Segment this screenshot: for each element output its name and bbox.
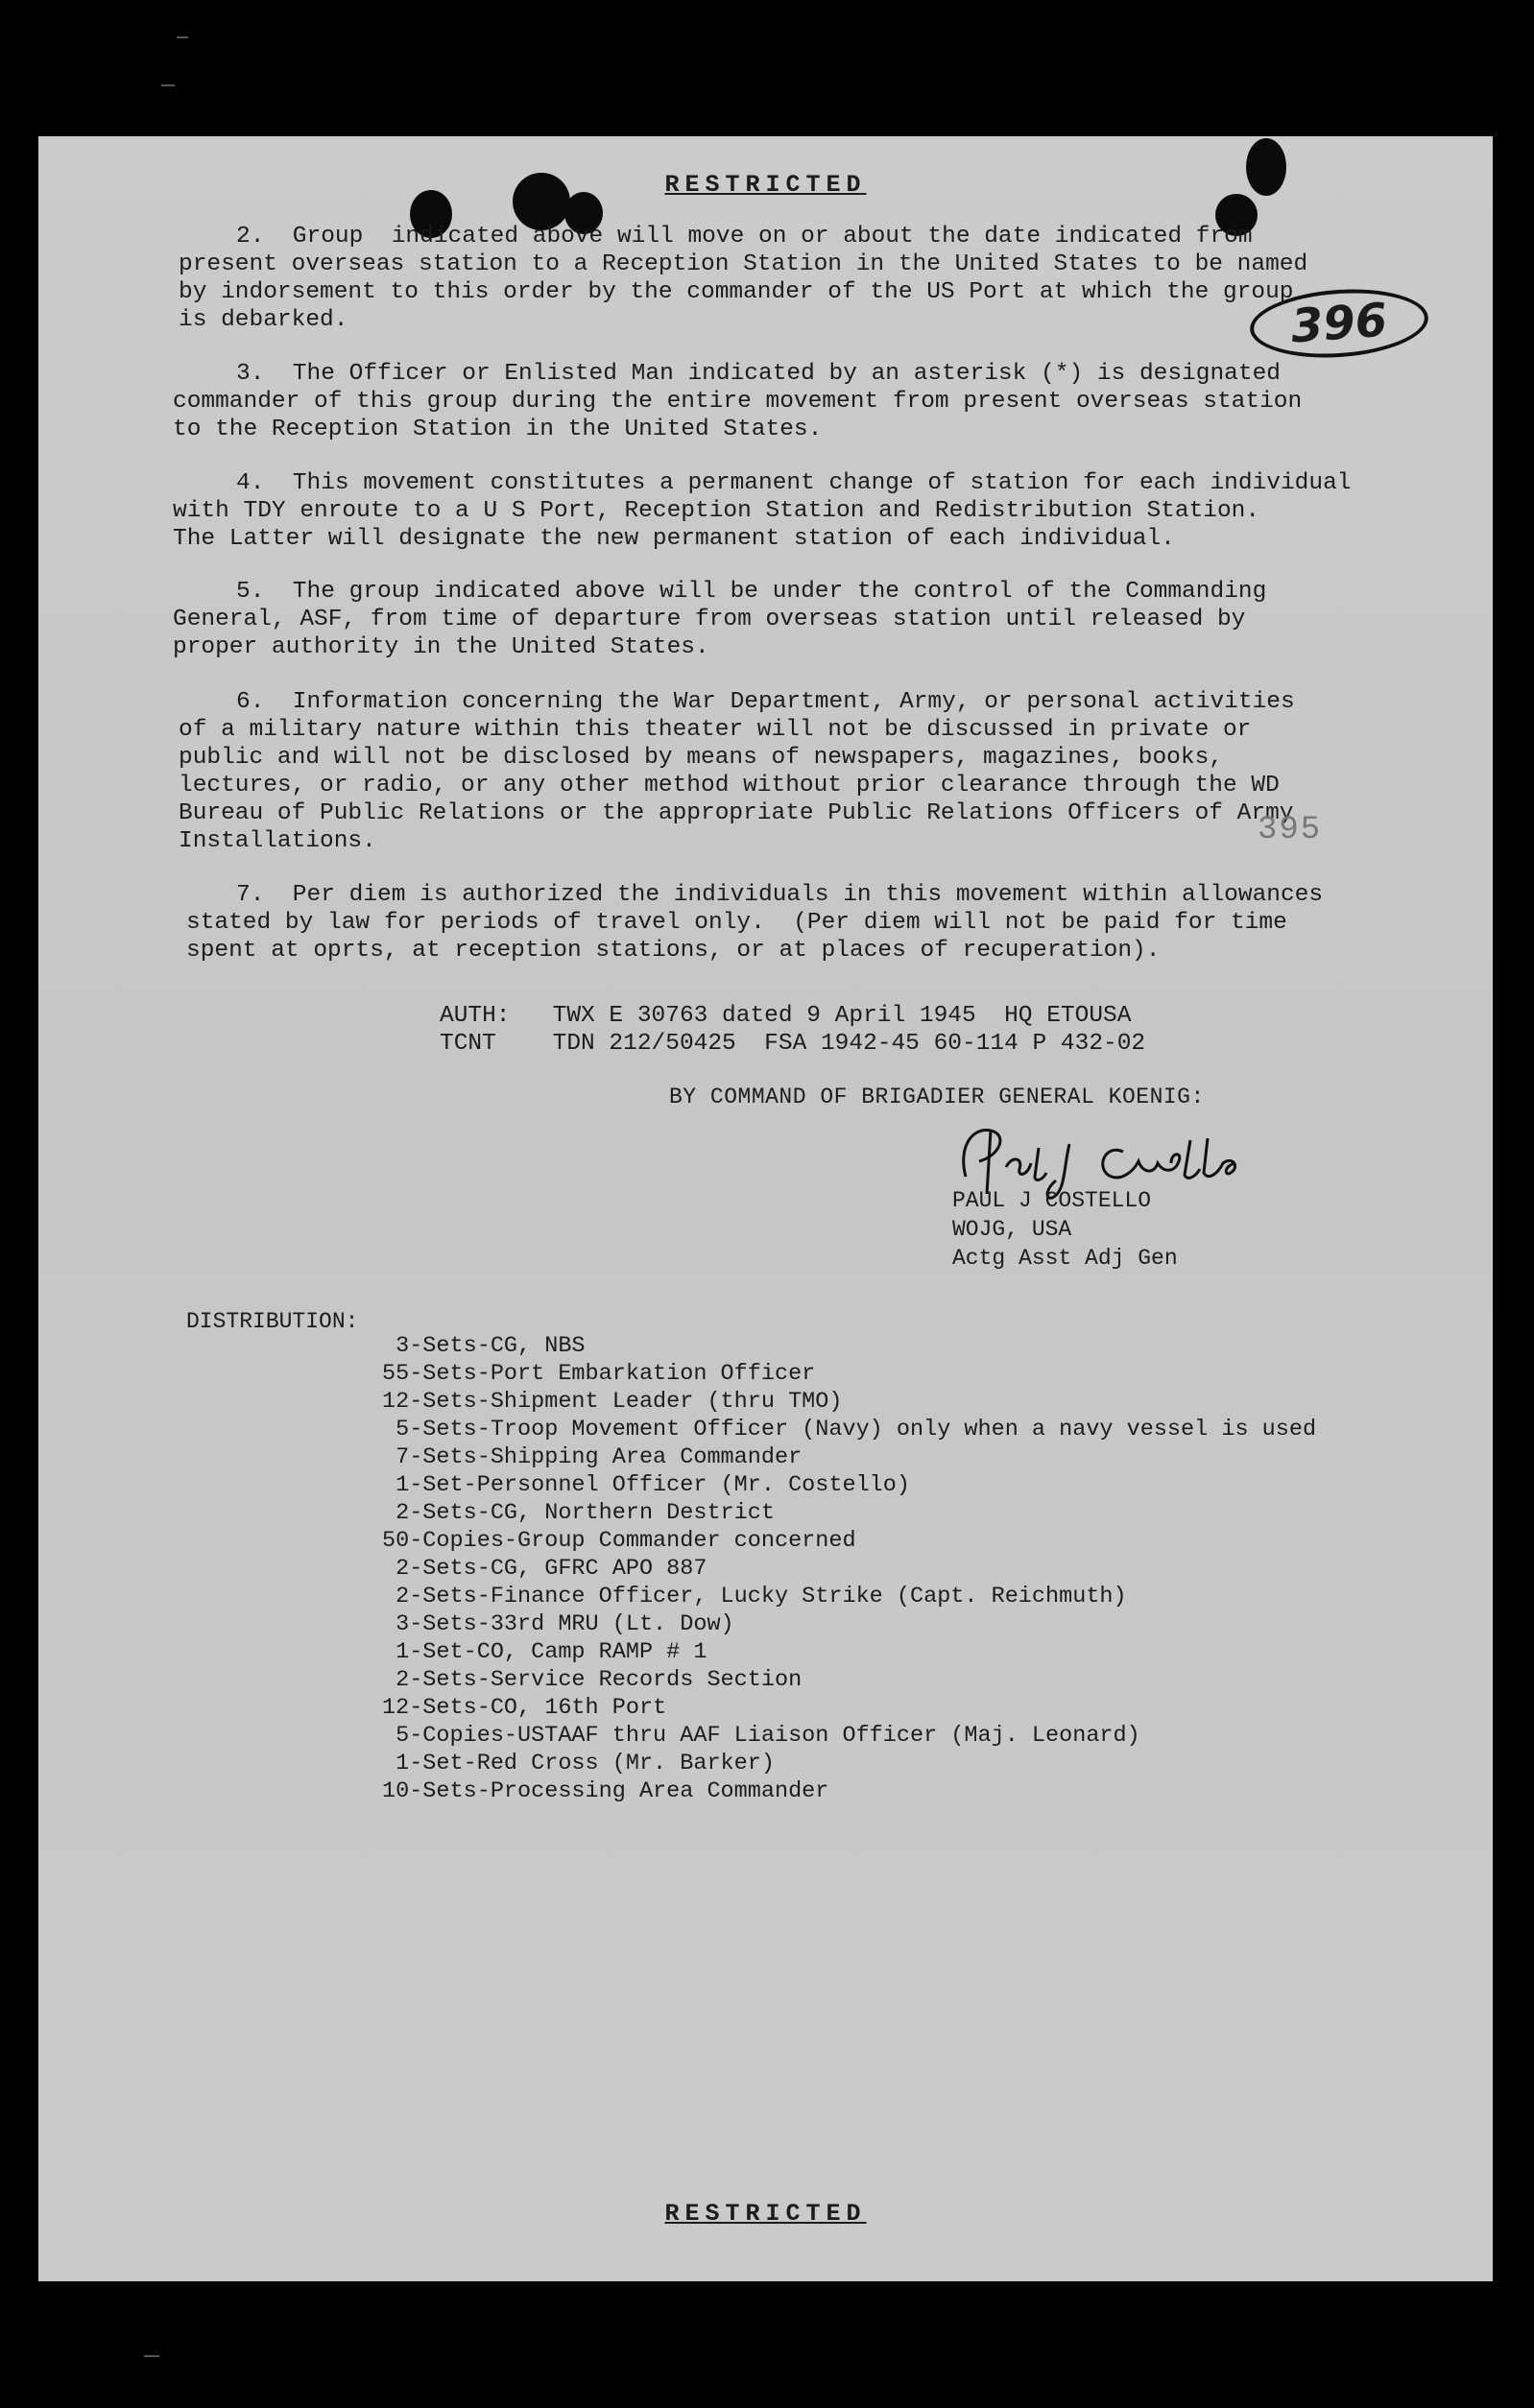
distribution-item: 55-Sets-Port Embarkation Officer bbox=[382, 1361, 816, 1387]
tcnt-label: TCNT bbox=[440, 1031, 496, 1057]
signature-block bbox=[952, 1186, 1178, 1273]
tcnt-row bbox=[440, 1030, 1145, 1058]
paragraph-3 bbox=[173, 360, 1450, 443]
auth-row bbox=[440, 1002, 1145, 1030]
paragraph-line: present overseas station to a Reception Station in the United States to be named bbox=[179, 251, 1308, 277]
paragraph-line: 5. The group indicated above will be under the control of the Commanding bbox=[236, 579, 1267, 605]
distribution-item: 3-Sets-33rd MRU (Lt. Dow) bbox=[382, 1611, 734, 1637]
paragraph-line: public and will not be disclosed by means of newspapers, magazines, books, bbox=[179, 745, 1223, 771]
film-mark bbox=[161, 84, 175, 86]
paragraph-line: stated by law for periods of travel only. (Per diem will not be paid for time bbox=[186, 910, 1287, 936]
signer-rank: WOJG, USA bbox=[952, 1217, 1072, 1242]
paragraph-line: 2. Group indicated above will move on or about the date indicated from bbox=[236, 224, 1253, 250]
film-mark bbox=[144, 2355, 159, 2357]
distribution-item: 2-Sets-Finance Officer, Lucky Strike (Capt. Reichmuth) bbox=[382, 1584, 1127, 1609]
distribution-item: 5-Sets-Troop Movement Officer (Navy) only when a navy vessel is used bbox=[382, 1417, 1317, 1442]
paragraph-line: 3. The Officer or Enlisted Man indicated by an asterisk (*) is designated bbox=[236, 361, 1281, 387]
paragraph-line: spent at oprts, at reception stations, or at places of recuperation). bbox=[186, 938, 1161, 964]
distribution-item: 2-Sets-CG, Northern Destrict bbox=[382, 1500, 775, 1526]
distribution-item: 10-Sets-Processing Area Commander bbox=[382, 1778, 829, 1804]
paragraph-line: with TDY enroute to a U S Port, Reception Station and Redistribution Station. bbox=[173, 498, 1260, 524]
distribution-item: 2-Sets-CG, GFRC APO 887 bbox=[382, 1556, 707, 1582]
paragraph-7 bbox=[186, 881, 1463, 965]
distribution-item: 5-Copies-USTAAF thru AAF Liaison Officer (Maj. Leonard) bbox=[382, 1723, 1140, 1749]
auth-value: TWX E 30763 dated 9 April 1945 HQ ETOUSA bbox=[552, 1003, 1132, 1029]
paragraph-line: Installations. bbox=[179, 828, 376, 854]
distribution-item: 7-Sets-Shipping Area Commander bbox=[382, 1444, 803, 1470]
paragraph-line: 7. Per diem is authorized the individuals in this movement within allowances bbox=[236, 882, 1324, 908]
paragraph-line: 4. This movement constitutes a permanent change of station for each individual bbox=[236, 470, 1352, 496]
paragraph-line: proper authority in the United States. bbox=[173, 634, 709, 660]
paragraph-line: commander of this group during the entire movement from present overseas station bbox=[173, 389, 1303, 415]
distribution-item: 3-Sets-CG, NBS bbox=[382, 1333, 586, 1359]
distribution-item: 12-Sets-CO, 16th Port bbox=[382, 1695, 667, 1721]
by-command-line: BY COMMAND OF BRIGADIER GENERAL KOENIG: bbox=[669, 1085, 1205, 1109]
distribution-item: 1-Set-Personnel Officer (Mr. Costello) bbox=[382, 1472, 910, 1498]
distribution-item: 1-Set-Red Cross (Mr. Barker) bbox=[382, 1751, 775, 1776]
signer-name: PAUL J COSTELLO bbox=[952, 1188, 1152, 1213]
paragraph-line: Bureau of Public Relations or the appropriate Public Relations Officers of Army bbox=[179, 800, 1294, 826]
auth-label: AUTH: bbox=[440, 1003, 511, 1029]
film-mark bbox=[177, 36, 188, 38]
paragraph-2 bbox=[179, 223, 1455, 334]
document-page bbox=[38, 136, 1493, 2281]
tcnt-value: TDN 212/50425 FSA 1942-45 60-114 P 432-02 bbox=[552, 1031, 1146, 1057]
page-number-stamp: 396 bbox=[1248, 284, 1430, 364]
paragraph-4 bbox=[173, 469, 1450, 553]
paragraph-line: General, ASF, from time of departure from overseas station until released by bbox=[173, 607, 1246, 632]
distribution-label: DISTRIBUTION: bbox=[186, 1309, 359, 1334]
distribution-item: 1-Set-CO, Camp RAMP # 1 bbox=[382, 1639, 707, 1665]
paragraph-line: by indorsement to this order by the commander of the US Port at which the group bbox=[179, 279, 1294, 305]
distribution-item: 2-Sets-Service Records Section bbox=[382, 1667, 803, 1693]
paragraph-line: is debarked. bbox=[179, 307, 348, 333]
restricted-header: RESTRICTED bbox=[664, 171, 867, 199]
ghost-stamp: 395 bbox=[1258, 812, 1323, 848]
signer-title: Actg Asst Adj Gen bbox=[952, 1246, 1178, 1271]
paragraph-line: The Latter will designate the new permanent station of each individual. bbox=[173, 526, 1175, 552]
paragraph-5 bbox=[173, 578, 1450, 661]
distribution-item: 50-Copies-Group Commander concerned bbox=[382, 1528, 856, 1554]
restricted-footer: RESTRICTED bbox=[664, 2200, 867, 2228]
paragraph-line: to the Reception Station in the United States. bbox=[173, 417, 823, 442]
paragraph-line: lectures, or radio, or any other method without prior clearance through the WD bbox=[179, 773, 1280, 799]
distribution-item: 12-Sets-Shipment Leader (thru TMO) bbox=[382, 1389, 843, 1415]
distribution-list bbox=[382, 1332, 1316, 1805]
paragraph-line: 6. Information concerning the War Department, Army, or personal activities bbox=[236, 689, 1295, 715]
paragraph-line: of a military nature within this theater will not be discussed in private or bbox=[179, 717, 1252, 743]
authority-block bbox=[440, 1002, 1145, 1058]
